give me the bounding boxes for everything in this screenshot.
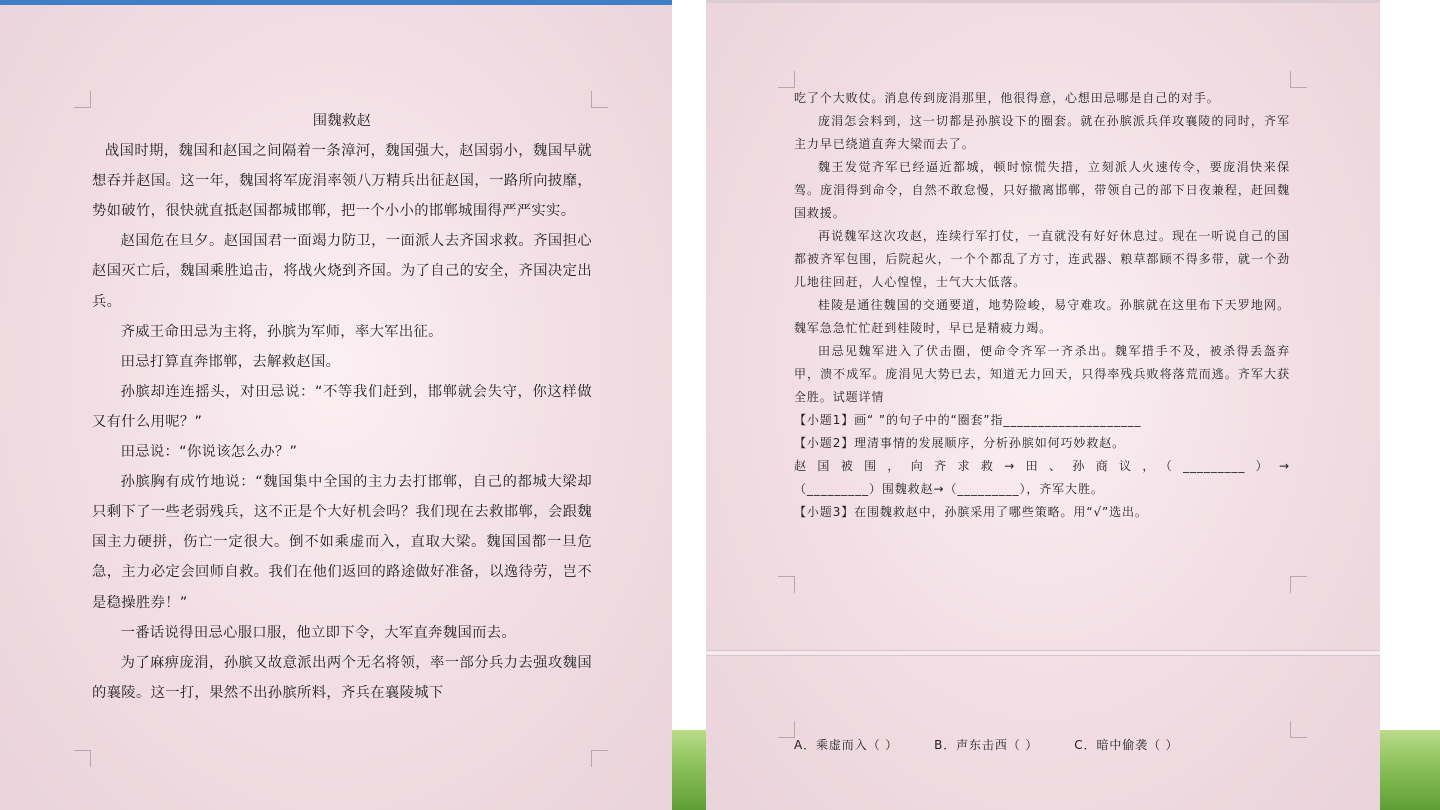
paragraph: 田忌打算直奔邯郸，去解救赵国。 [120,353,341,370]
margin-corner-mark [591,750,608,767]
margin-corner-mark [778,576,795,593]
paragraph: 庞涓怎会料到，这一切都是孙膑设下的圈套。就在孙膑派兵佯攻襄陵的同时，齐军主力早已绕道直奔大梁而去了。 [794,114,1290,151]
margin-corner-mark [591,91,608,108]
page-break-divider [706,650,1380,656]
left-page-text [92,106,592,708]
paragraph: 桂陵是通往魏国的交通要道，地势险峻，易守难攻。孙膑就在这里布下天罗地网。魏军急急忙忙赶到桂陵时，早已是精疲力竭。 [794,298,1290,335]
right-page-text [794,87,1290,524]
paragraph: 为了麻痹庞涓，孙膑又故意派出两个无名将领，率一部分兵力去强攻魏国的襄陵。这一打，果然不出孙膑所料，齐兵在襄陵城下 [92,654,592,701]
margin-corner-mark [778,71,795,88]
option-a: A．乘虚而入（ ） [794,738,899,752]
paragraph: 孙膑胸有成竹地说：“魏国集中全国的主力去打邯郸，自己的都城大梁却只剩下了一些老弱残兵，这不正是个大好机会吗？我们现在去救邯郸，会跟魏国主力硬拼，伤亡一定很大。倒不如乘虚而入，直取大梁。魏国国都一旦危急，主力必定会回师自救。我们在他们返回的路途做好准备，以逸待劳，岂不是稳操胜券！” [92,474,592,611]
margin-corner-mark [1290,576,1307,593]
paragraph: 孙膑却连连摇头，对田忌说：“不等我们赶到，邯郸就会失守，你这样做又有什么用呢？” [92,383,592,430]
question-3: 【小题3】在围魏救赵中，孙膑采用了哪些策略。用“√”选出。 [794,505,1148,519]
paragraph: 田忌见魏军进入了伏击圈，便命令齐军一齐杀出。魏军措手不及，被杀得丢盔弃甲，溃不成军。庞涓见大势已去，知道无力回天，只得率残兵败将落荒而逃。齐军大获全胜。试题详情 [794,344,1290,404]
question-3-options [794,736,1179,753]
question-2-answer-line-1: 赵国被围，向齐求救→田、孙商议，（_________）→ [794,459,1290,473]
margin-corner-mark [1290,721,1307,738]
margin-corner-mark [1290,71,1307,88]
option-c: C．暗中偷袭（ ） [1074,738,1179,752]
option-b: B．声东击西（ ） [934,738,1039,752]
paragraph: 田忌说：“你说该怎么办？” [120,444,298,461]
paragraph: 赵国危在旦夕。赵国国君一面竭力防卫，一面派人去齐国求救。齐国担心赵国灭亡后，魏国乘胜追击，将战火烧到齐国。为了自己的安全，齐国决定出兵。 [92,233,592,310]
margin-corner-mark [74,750,91,767]
document-title: 围魏救赵 [312,113,372,129]
grass-background-left [672,730,706,810]
paragraph: 吃了个大败仗。消息传到庞涓那里，他很得意，心想田忌哪是自己的对手。 [794,91,1220,105]
question-2: 【小题2】理清事情的发展顺序，分析孙膑如何巧妙救赵。 [794,436,1126,450]
question-1: 【小题1】画“ ”的句子中的“圈套”指____________________ [794,413,1142,427]
paragraph: 魏王发觉齐军已经逼近都城，顿时惊慌失措，立刻派人火速传令，要庞涓快来保驾。庞涓得到命令，自然不敢怠慢，只好撤离邯郸，带领自己的部下日夜兼程，赶回魏国救援。 [794,160,1290,220]
grass-background-right [1380,730,1440,810]
paragraph: 齐威王命田忌为主将，孙膑为军师，率大军出征。 [120,323,443,340]
question-2-answer-line-2: （_________）围魏救赵→（_________），齐军大胜。 [794,482,1104,496]
margin-corner-mark [778,721,795,738]
margin-corner-mark [74,91,91,108]
paragraph: 一番话说得田忌心服口服，他立即下令，大军直奔魏国而去。 [120,624,517,641]
paragraph: 战国时期，魏国和赵国之间隔着一条漳河，魏国强大，赵国弱小，魏国早就想吞并赵国。这一年，魏国将军庞涓率领八万精兵出征赵国，一路所向披靡，势如破竹，很快就直抵赵国都城邯郸，把一个小小的邯郸城围得严严实实。 [92,143,592,220]
paragraph: 再说魏军这次攻赵，连续行军打仗，一直就没有好好休息过。现在一听说自己的国都被齐军包围，后院起火，一个个都乱了方寸，连武器、粮草都顾不得多带，就一个劲儿地往回赶，人心惶惶，士气大大低落。 [794,229,1290,289]
